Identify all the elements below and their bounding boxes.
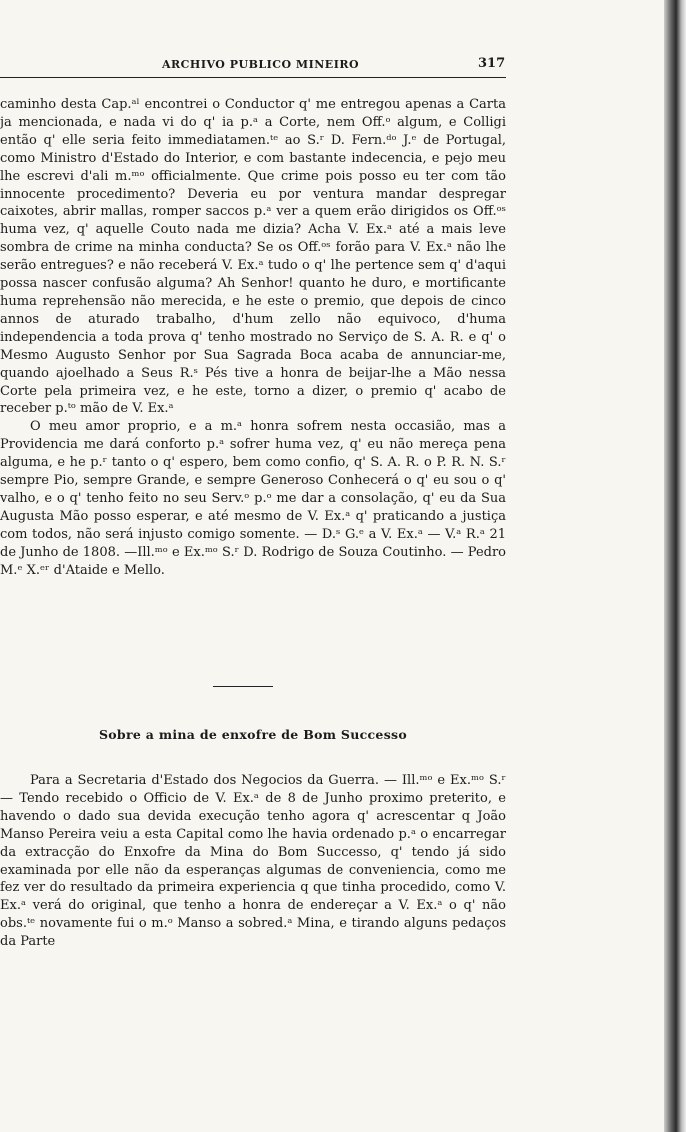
letter-paragraph: caminho desta Cap.ᵃˡ encontrei o Conductor q' me entregou apenas a Carta ja mencionada, e nada vi do q' ia p.ᵃ a Corte, nem Off.ᵒ algum, e Colligi então q' elle seria feito immediatamen.ᵗᵉ ao S.ʳ D. Fern.ᵈᵒ J.ᵉ de Portugal, como Ministro d'Estado do Interior, e com bastante indecencia, e pejo meu lhe escrevi d'ali m.ᵐᵒ officialmente. Que crime pois posso eu ter com tão innocente procedimento? Deveria eu por ventura mandar despregar caixotes, abrir mallas, romper saccos p.ᵃ ver a quem erão dirigidos os Off.ᵒˢ huma vez, q' aquelle Couto nada me dizia? Acha V. Ex.ᵃ até a mais leve sombra de crime na minha conducta? Se os Off.ᵒˢ forão para V. Ex.ᵃ não lhe serão entregues? e não receberá V. Ex.ᵃ tudo o q' lhe pertence sem q' d'aqui possa nascer confusão alguma? Ah Senhor! quanto he duro, e mortificante huma reprehensão não merecida, e he este o premio, que depois de cinco annos de aturado trabalho, d'hum zello não equivoco, d'huma independencia a toda prova q' tenho mostrado no Serviço de S. A. R. e q' o Mesmo Augusto Senhor por Sua Sagrada Boca acaba de annunciar-me, quando ajoelhado a Seus R.ˢ Pés tive a honra de beijar-lhe a Mão nessa Corte pela primeira vez, e he este, torno a dizer, o premio q' acabo de receber p.ᵗᵒ mão de V. Ex.ᵃ <box>0 97 506 417</box>
section-paragraph: Para a Secretaria d'Estado dos Negocios da Guerra. — Ill.ᵐᵒ e Ex.ᵐᵒ S.ʳ — Tendo recebido o Officio de V. Ex.ᵃ de 8 de Junho proximo preterito, e havendo o dado sua devida execução tenho agora q' acrescentar q João Manso Pereira veiu a esta Capital como lhe havia ordenado p.ᵃ o encarregar da extracção do Enxofre da Mina do Bom Successo, q' tendo já sido examinada por elle não da esperanças algumas de conveniencia, como me fez ver do resultado da primeira experiencia q que tinha procedido, como V. Ex.ᵃ verá do original, que tenho a honra de endereçar a V. Ex.ᵃ o q' não obs.ᵗᵉ novamente fui o m.ᵒ Manso a sobred.ᵃ Mina, e tirando alguns pedaços da Parte <box>0 773 506 950</box>
page-binding-edge <box>664 0 686 1132</box>
section-body <box>0 772 506 951</box>
letter-body <box>0 96 506 579</box>
letter-paragraph: O meu amor proprio, e a m.ᵃ honra sofrem nesta occasião, mas a Providencia me dará conforto p.ᵃ sofrer huma vez, q' eu não mereça pena alguma, e he p.ʳ tanto o q' espero, bem como confio, q' S. A. R. o P. R. N. S.ʳ sempre Pio, sempre Grande, e sempre Generoso Conhecerá o q' eu sou o q' valho, e o q' tenho feito no seu Serv.ᵒ p.ᵒ me dar a consolação, q' eu da Sua Augusta Mão posso esperar, e até mesmo de V. Ex.ᵃ q' praticando a justiça com todos, não será injusto comigo somente. — D.ˢ G.ᵉ a V. Ex.ᵃ — V.ᵃ R.ᵃ 21 de Junho de 1808. —Ill.ᵐᵒ e Ex.ᵐᵒ S.ʳ D. Rodrigo de Souza Coutinho. — Pedro M.ᵉ X.ᵉʳ d'Ataide e Mello. <box>0 419 506 578</box>
running-header <box>0 58 506 74</box>
running-title: ARCHIVO PUBLICO MINEIRO <box>162 58 360 71</box>
header-rule <box>0 77 506 78</box>
page-number: 317 <box>478 56 506 71</box>
section-heading: Sobre a mina de enxofre de Bom Successo <box>98 727 408 742</box>
section-divider <box>213 686 273 687</box>
